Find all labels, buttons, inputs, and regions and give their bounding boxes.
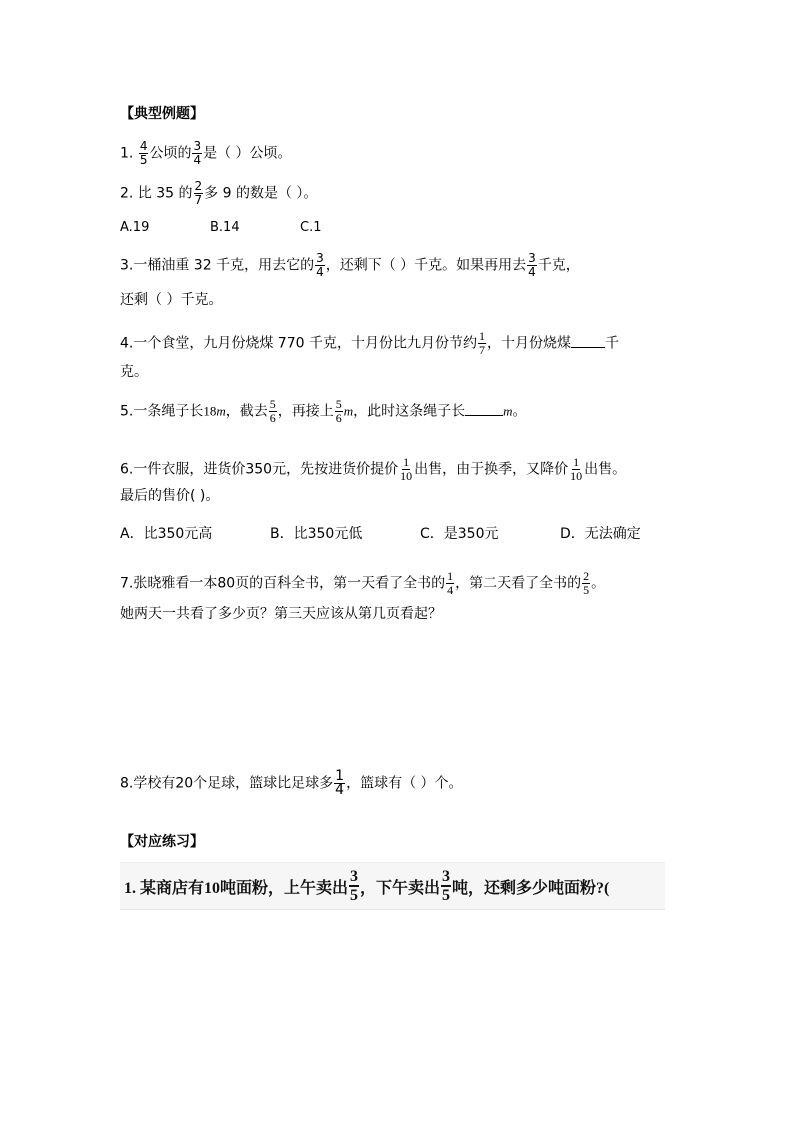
option-d: D．无法确定 <box>560 526 641 542</box>
fraction: $\frac{3}{5}$ <box>350 868 359 904</box>
fraction: $\frac{1}{4}$ <box>447 569 454 597</box>
option-c: C．是350元 <box>420 526 499 542</box>
fraction: $\frac{5}{6}$ <box>335 397 342 425</box>
question-7: 7.张晓雅看一本80页的百科全书，第一天看了全书的 $\frac{1}{4}$ ，第二天看了全书的 $\frac{2}{5}$ 。 <box>120 569 606 597</box>
fraction: $\frac{1}{7}$ <box>478 329 485 357</box>
fraction: $\frac{3}{4}$ <box>528 251 536 279</box>
fraction: $\frac{3}{4}$ <box>316 251 324 279</box>
question-3-cont: 还剩（ ）千克。 <box>120 292 223 308</box>
section-title-examples: 【典型例题】 <box>120 106 204 122</box>
question-5: 5.一条绳子长18m，截去 $\frac{5}{6}$ ，再接上 $\frac{5}{6}$ m，此时这条绳子长 m。 <box>120 397 527 425</box>
question-3: 3.一桶油重 32 千克，用去它的 $\frac{3}{4}$ ，还剩下（ ）千克。如果再用去 $\frac{3}{4}$ 千克， <box>120 251 580 279</box>
question-2: 2. 比 35 的 $\frac{2}{7}$ 多 9 的数是（ ）。 <box>120 179 318 207</box>
question-2-options <box>120 218 321 238</box>
question-6: 6.一件衣服，进货价350元，先按进货价提价 $\frac{1}{10}$ 出售，由于换季，又降价 $\frac{1}{10}$ 出售。 <box>120 455 627 483</box>
question-1: 1. $\frac{4}{5}$ 公顷的 $\frac{3}{4}$ 是（ ）公顷。 <box>120 139 292 167</box>
fraction: $\frac{3}{5}$ <box>442 868 451 904</box>
answer-blank[interactable] <box>571 333 605 348</box>
option-b: B．比350元低 <box>270 526 363 542</box>
question-4-cont: 克。 <box>120 364 148 380</box>
practice-1-scanned: 1. 某商店有10吨面粉，上午卖出 $\frac{3}{5}$ ，下午卖出 $\frac{3}{5}$ 吨，还剩多少吨面粉?( <box>120 862 665 910</box>
question-6-cont: 最后的售价( )。 <box>120 488 220 504</box>
question-4: 4.一个食堂，九月份烧煤 770 千克，十月份比九月份节约 $\frac{1}{7}$ ，十月份烧煤 千 <box>120 329 619 357</box>
fraction: $\frac{5}{6}$ <box>269 397 276 425</box>
question-6-options <box>120 524 641 544</box>
fraction: $\frac{2}{5}$ <box>583 569 590 597</box>
fraction: $\frac{4}{5}$ <box>139 139 148 167</box>
fraction: $\frac{1}{10}$ <box>570 455 583 483</box>
fraction: $\frac{1}{4}$ <box>335 768 345 798</box>
option-a: A．比350元高 <box>120 526 213 542</box>
option-c: C.1 <box>300 220 322 235</box>
fraction: $\frac{1}{10}$ <box>400 455 413 483</box>
option-b: B.14 <box>210 220 240 235</box>
section-title-practice: 【对应练习】 <box>120 834 204 850</box>
option-a: A.19 <box>120 220 150 235</box>
question-7-cont: 她两天一共看了多少页？第三天应该从第几页看起？ <box>120 606 442 622</box>
fraction: $\frac{3}{4}$ <box>193 139 202 167</box>
answer-blank[interactable] <box>465 401 503 416</box>
question-8: 8.学校有20个足球，篮球比足球多 $\frac{1}{4}$ ，篮球有（ ）个。 <box>120 768 463 798</box>
fraction: $\frac{2}{7}$ <box>194 179 203 207</box>
